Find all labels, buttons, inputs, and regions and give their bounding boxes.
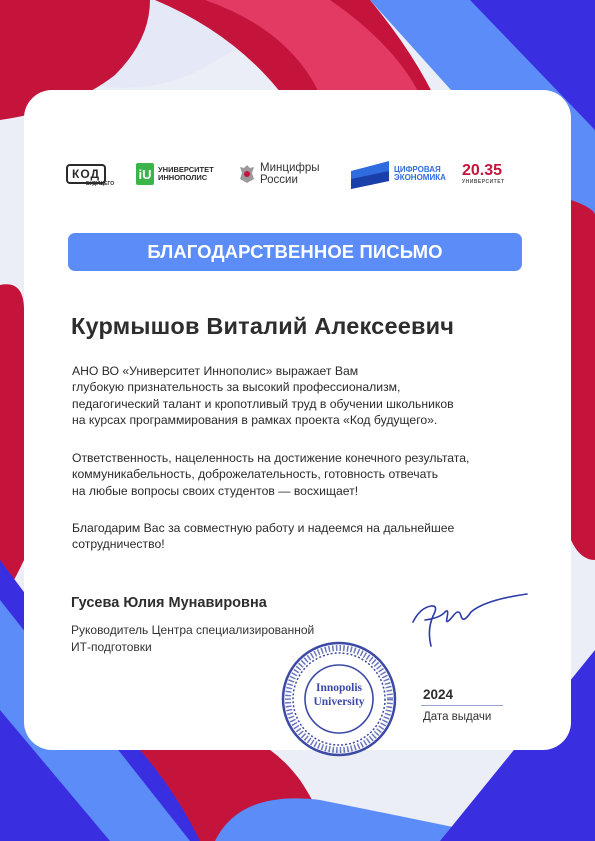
body-line: педагогический талант и кропотливый труд в обучении школьников: [72, 396, 454, 411]
body-line: Благодарим Вас за совместную работу и надеемся на дальнейшее: [72, 521, 455, 535]
signer-name: Гусева Юлия Мунавировна: [71, 595, 267, 611]
u2035-main: 20.35: [462, 162, 503, 179]
innopolis-mark: iU: [136, 163, 154, 185]
signer-role-line: ИТ-подготовки: [71, 640, 152, 654]
coat-of-arms-icon: [238, 163, 256, 185]
kod-logo-text: КОД: [72, 166, 101, 181]
body-line: коммуникабельность, доброжелательность, готовность отвечать: [72, 467, 439, 482]
body-paragraph-3: [72, 520, 542, 553]
body-line: сотрудничество!: [72, 537, 165, 552]
body-line: на любые вопросы своих студентов — восхищает!: [72, 483, 359, 498]
cifra-flag-icon: [349, 159, 391, 189]
kod-logo-sub: БУДУЩЕГО: [86, 181, 115, 187]
innopolis-line1: УНИВЕРСИТЕТ: [158, 165, 214, 175]
stamp-line-2: University: [313, 696, 365, 708]
innopolis-logo: [136, 156, 214, 192]
body-line: на курсах программирования в рамках проекта «Код будущего».: [72, 413, 438, 428]
body-line: глубокую признательность за высокий профессионализм,: [72, 380, 401, 395]
partner-logos: [66, 156, 530, 192]
signer-role: [71, 622, 314, 656]
issue-date-label: Дата выдачи: [423, 711, 492, 723]
kod-logo: [66, 156, 115, 192]
issue-year-underline: [421, 705, 503, 706]
body-line: АНО ВО «Университет Иннополис» выражает Вам: [72, 364, 359, 378]
issue-year: 2024: [423, 687, 454, 702]
cifra-line1: ЦИФРОВАЯ: [394, 164, 441, 174]
body-line: Ответственность, нацеленность на достижение конечного результата,: [72, 451, 470, 465]
recipient-name: Курмышов Виталий Алексеевич: [71, 313, 455, 339]
handwritten-signature: [405, 590, 530, 650]
mincifry-line2: России: [260, 174, 298, 186]
letter-title: БЛАГОДАРСТВЕННОЕ ПИСЬМО: [68, 233, 522, 271]
u2035-sub: УНИВЕРСИТЕТ: [462, 179, 505, 185]
cifra-logo: [349, 156, 446, 192]
signer-role-line: Руководитель Центра специализированной: [71, 623, 315, 637]
stamp-line-1: Innopolis: [315, 682, 363, 694]
body-paragraph-1: [72, 363, 542, 429]
u2035-logo: [462, 156, 505, 192]
mincifry-logo: [238, 156, 320, 192]
mincifry-line1: Минцифры: [260, 162, 320, 174]
innopolis-line2: ИННОПОЛИС: [158, 173, 208, 182]
body-paragraph-2: [72, 450, 542, 499]
cifra-line2: ЭКОНОМИКА: [394, 173, 446, 182]
